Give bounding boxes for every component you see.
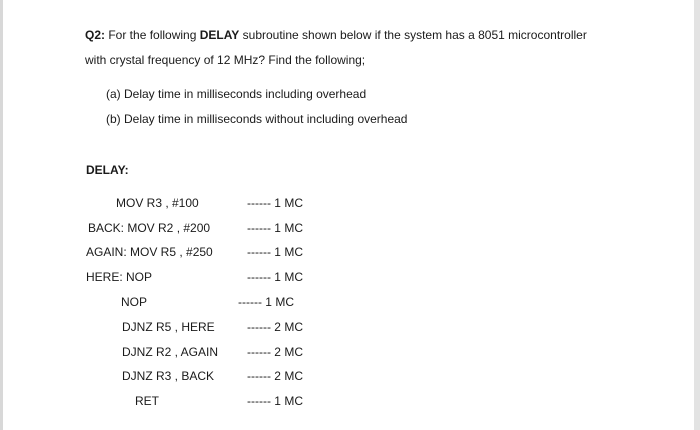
question-text-start: For the following: [105, 28, 200, 42]
subroutine-label: DELAY:: [86, 163, 129, 177]
code-cycles: ------ 2 MC: [247, 345, 303, 359]
question-text-end: subroutine shown below if the system has a 8051 microcontroller: [239, 28, 587, 42]
code-instruction: DJNZ R3 , BACK: [122, 369, 215, 383]
code-cycles: ------ 1 MC: [238, 295, 294, 309]
code-instruction: DJNZ R5 , HERE: [122, 320, 215, 334]
code-cycles: ------ 2 MC: [247, 320, 303, 334]
left-page-edge: [0, 0, 3, 430]
question-line-2: with crystal frequency of 12 MHz? Find the following;: [85, 53, 366, 67]
code-cycles: ------ 1 MC: [247, 221, 303, 235]
code-instruction: MOV R3 , #100: [116, 196, 199, 210]
code-instruction: BACK: MOV R2 , #200: [88, 221, 211, 235]
question-line-1: [85, 28, 587, 42]
code-instruction: RET: [135, 394, 159, 408]
code-instruction: HERE: NOP: [86, 270, 153, 284]
part-b: (b) Delay time in milliseconds without including overhead: [106, 112, 408, 126]
right-page-edge: [694, 0, 700, 430]
code-cycles: ------ 2 MC: [247, 369, 303, 383]
question-number: Q2:: [85, 28, 106, 42]
part-a: (a) Delay time in milliseconds including overhead: [106, 87, 367, 101]
code-instruction: DJNZ R2 , AGAIN: [122, 345, 219, 359]
code-cycles: ------ 1 MC: [247, 196, 303, 210]
question-bold-word: DELAY: [199, 28, 240, 42]
code-instruction: AGAIN: MOV R5 , #250: [86, 245, 213, 259]
code-cycles: ------ 1 MC: [247, 270, 303, 284]
code-cycles: ------ 1 MC: [247, 245, 303, 259]
code-instruction: NOP: [121, 295, 148, 309]
code-cycles: ------ 1 MC: [247, 394, 303, 408]
